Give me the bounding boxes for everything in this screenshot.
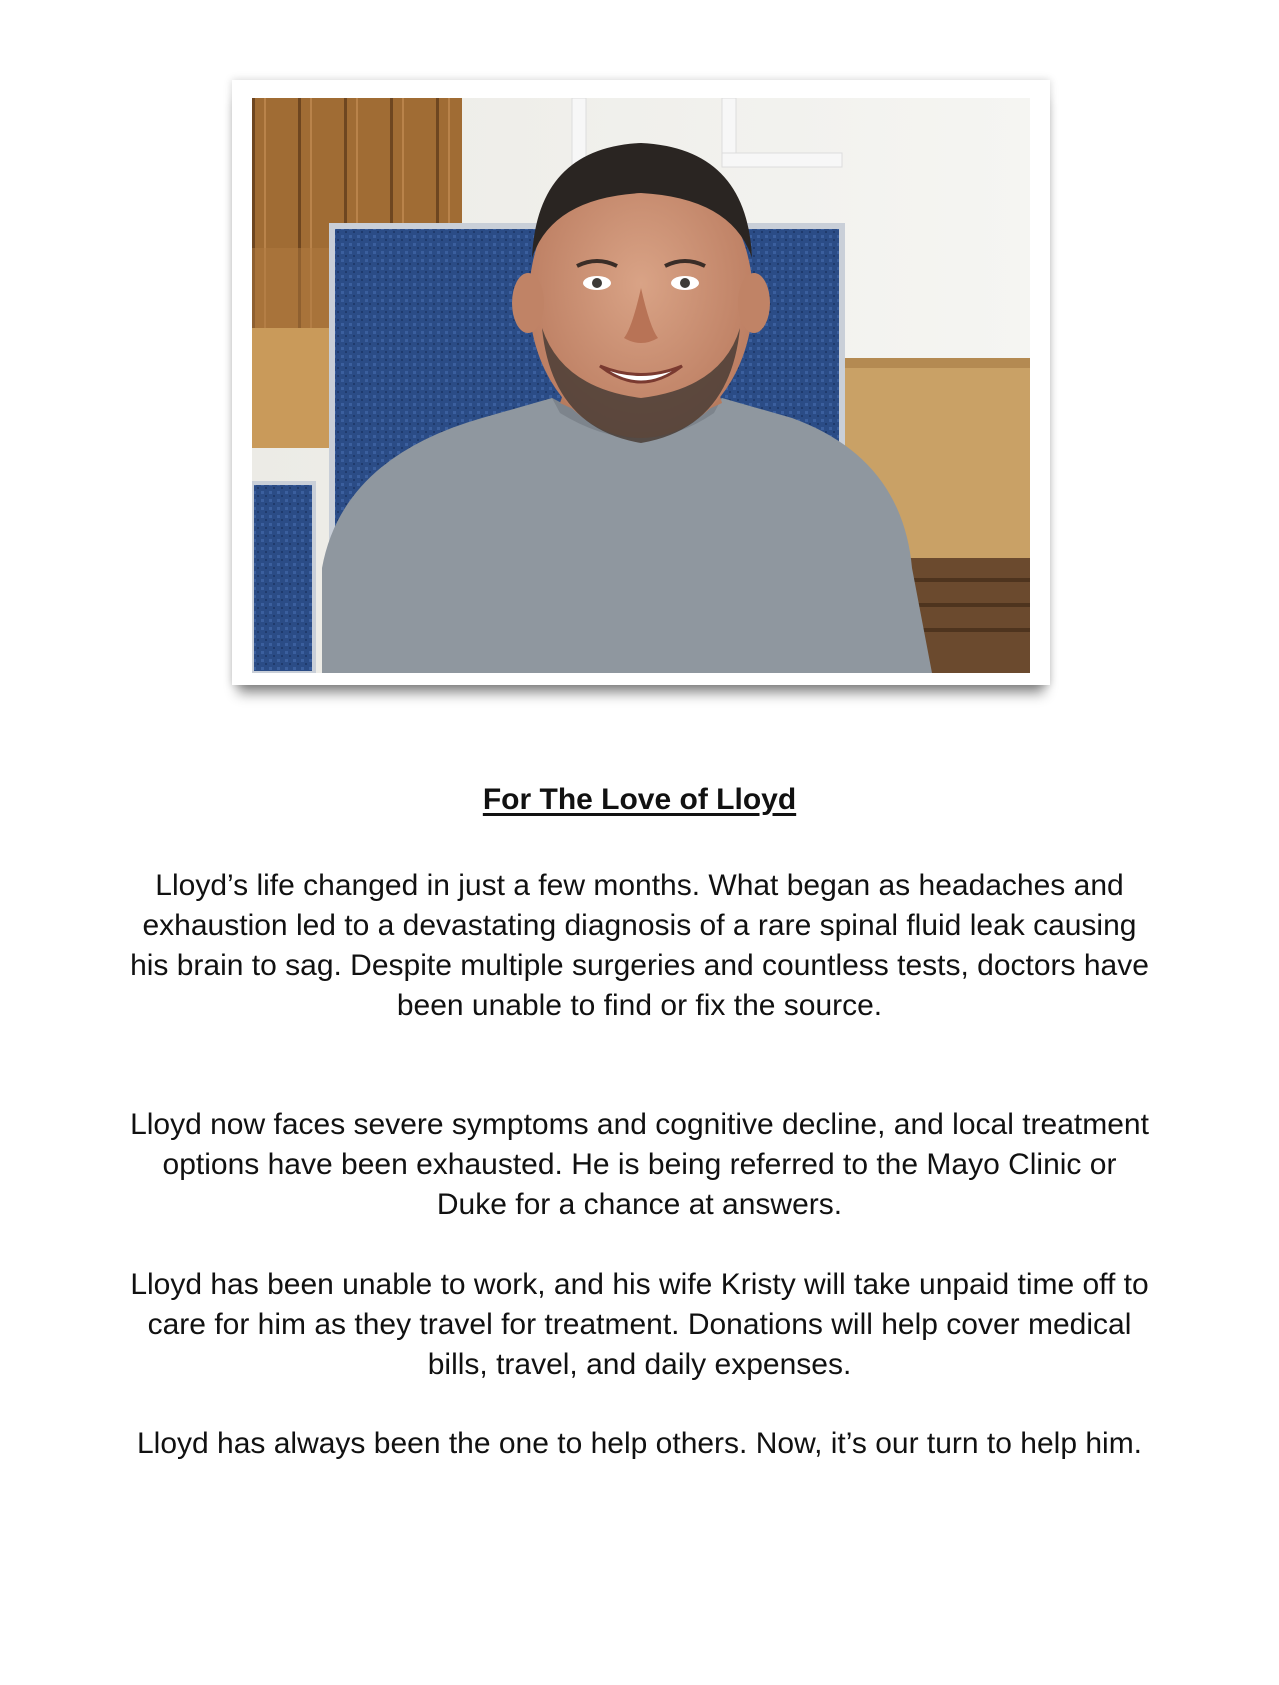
portrait-photo (252, 98, 1030, 673)
paragraph-diagnosis: Lloyd’s life changed in just a few months. What began as headaches and exhaustion led to a devastating diagnosis of a rare spinal fluid leak causing his brain to sag. Despite multiple surgeries and countless tests, doctors have been unable to find or fix the source. (130, 869, 1149, 1022)
portrait-illustration (252, 98, 1030, 673)
paragraph-closing: Lloyd has always been the one to help others. Now, it’s our turn to help him. (136, 1427, 1143, 1460)
document-title: For The Love of Lloyd (482, 783, 797, 816)
photo-frame (232, 80, 1050, 685)
paragraph-treatment: Lloyd now faces severe symptoms and cognitive decline, and local treatment options have been exhausted. He is being referred to the Mayo Clinic or Duke for a chance at answers. (130, 1108, 1149, 1221)
paragraph-donations: Lloyd has been unable to work, and his wife Kristy will take unpaid time off to care for him as they travel for treatment. Donations will help cover medical bills, travel, and daily expenses. (130, 1268, 1149, 1381)
